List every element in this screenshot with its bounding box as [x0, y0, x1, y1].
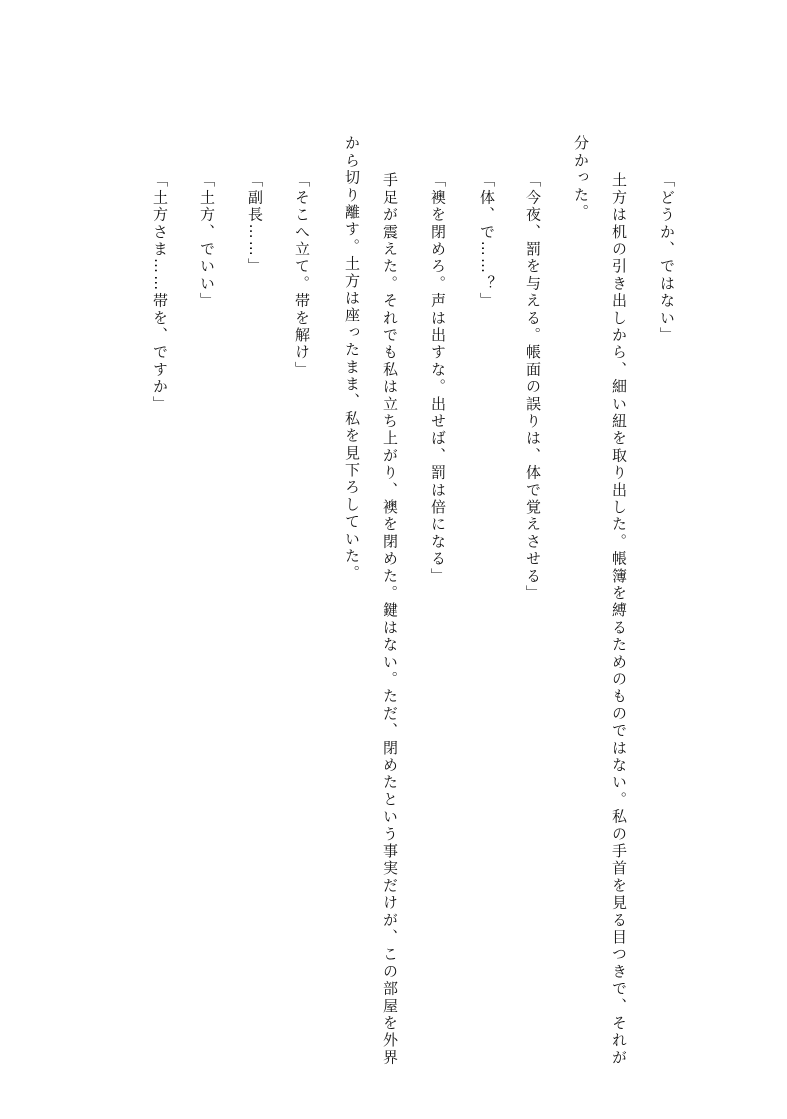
narration-line-3: 分かった。: [572, 135, 590, 221]
narration-line-7: 手足が震えた。それでも私は立ち上がり、襖を閉めた。鍵はない。ただ、閉めたという事実だけが、この部屋を外界: [381, 172, 399, 1067]
dialogue-line-6: 「襖を閉めろ。声は出すな。出せば、罰は倍になる」: [429, 172, 447, 585]
dialogue-line-9: 「そこへ立て。帯を解け」: [293, 172, 311, 379]
narration-line-2: 土方は机の引き出しから、細い紐を取り出した。帳簿を縛るためのものではない。私の手首を見る目つきで、それが: [610, 172, 628, 1067]
dialogue-line-12: 「土方さま……帯を、ですか」: [151, 172, 169, 413]
dialogue-line-4: 「今夜、罰を与える。帳面の誤りは、体で覚えさせる」: [524, 172, 542, 602]
dialogue-line-11: 「土方、でいい」: [198, 172, 216, 310]
narration-line-8: から切り離す。土方は座ったまま、私を見下ろしていた。: [343, 135, 361, 583]
dialogue-line-1: 「どうか、ではない」: [658, 172, 676, 344]
dialogue-line-10: 「副長……」: [246, 172, 264, 276]
dialogue-line-5: 「体、で……？」: [478, 172, 496, 310]
